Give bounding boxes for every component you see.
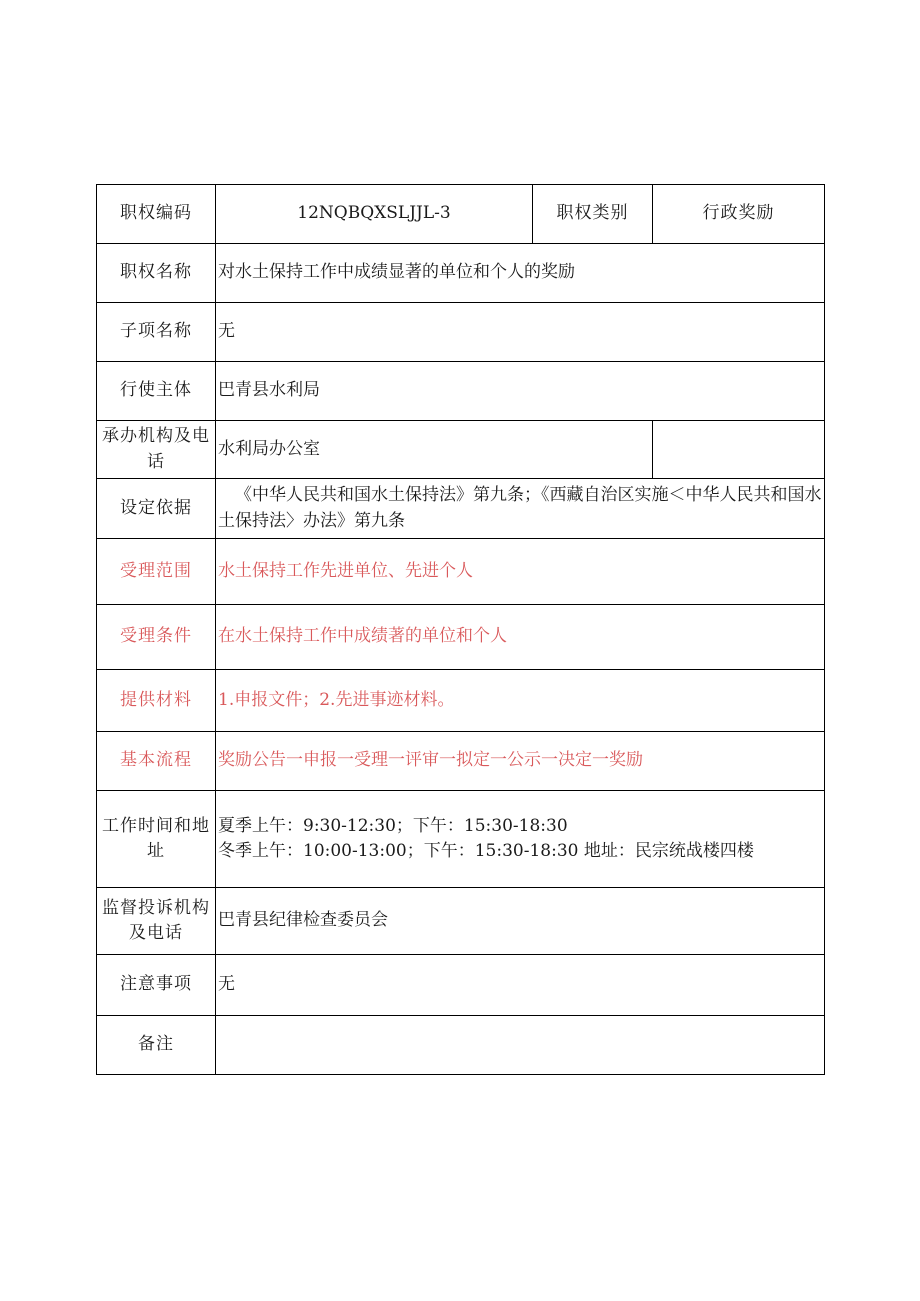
basis-value: 《中华人民共和国水土保持法》第九条；《西藏自治区实施＜中华人民共和国水土保持法〉办法》第九条	[216, 479, 825, 539]
materials-value: 1.申报文件；2.先进事迹材料。	[216, 670, 825, 732]
subitem-value: 无	[216, 303, 825, 362]
hours-line-winter: 冬季上午：10:00-13:00；下午：15:30-18:30 地址：民宗统战楼四楼	[218, 841, 754, 861]
row-remarks	[97, 1016, 825, 1075]
office-phone	[653, 421, 825, 479]
row-notes	[97, 955, 825, 1016]
row-subject	[97, 362, 825, 421]
row-hours	[97, 791, 825, 888]
row-conditions	[97, 605, 825, 670]
remarks-label: 备注	[97, 1016, 216, 1075]
row-subitem	[97, 303, 825, 362]
row-process	[97, 732, 825, 791]
subject-label: 行使主体	[97, 362, 216, 421]
category-label: 职权类别	[533, 185, 653, 244]
scope-value: 水土保持工作先进单位、先进个人	[216, 539, 825, 605]
row-basis	[97, 479, 825, 539]
notes-value: 无	[216, 955, 825, 1016]
process-value: 奖励公告一申报一受理一评审一拟定一公示一决定一奖励	[216, 732, 825, 791]
office-value: 水利局办公室	[216, 421, 653, 479]
category-value: 行政奖励	[653, 185, 825, 244]
supervision-label: 监督投诉机构及电话	[97, 888, 216, 955]
row-supervision	[97, 888, 825, 955]
office-label: 承办机构及电话	[97, 421, 216, 479]
scope-label: 受理范围	[97, 539, 216, 605]
hours-value	[216, 791, 825, 888]
remarks-value	[216, 1016, 825, 1075]
materials-label: 提供材料	[97, 670, 216, 732]
row-code	[97, 185, 825, 244]
basis-label: 设定依据	[97, 479, 216, 539]
hours-label: 工作时间和地址	[97, 791, 216, 888]
row-name	[97, 244, 825, 303]
conditions-value: 在水土保持工作中成绩著的单位和个人	[216, 605, 825, 670]
conditions-label: 受理条件	[97, 605, 216, 670]
row-office	[97, 421, 825, 479]
notes-label: 注意事项	[97, 955, 216, 1016]
subject-value: 巴青县水利局	[216, 362, 825, 421]
row-scope	[97, 539, 825, 605]
authority-table	[96, 184, 825, 1075]
name-label: 职权名称	[97, 244, 216, 303]
code-value: 12NQBQXSLJJL-3	[216, 185, 533, 244]
code-label: 职权编码	[97, 185, 216, 244]
hours-line-summer: 夏季上午：9:30-12:30；下午：15:30-18:30	[218, 815, 568, 836]
name-value: 对水土保持工作中成绩显著的单位和个人的奖励	[216, 244, 825, 303]
subitem-label: 子项名称	[97, 303, 216, 362]
process-label: 基本流程	[97, 732, 216, 791]
supervision-value: 巴青县纪律检查委员会	[216, 888, 825, 955]
row-materials	[97, 670, 825, 732]
